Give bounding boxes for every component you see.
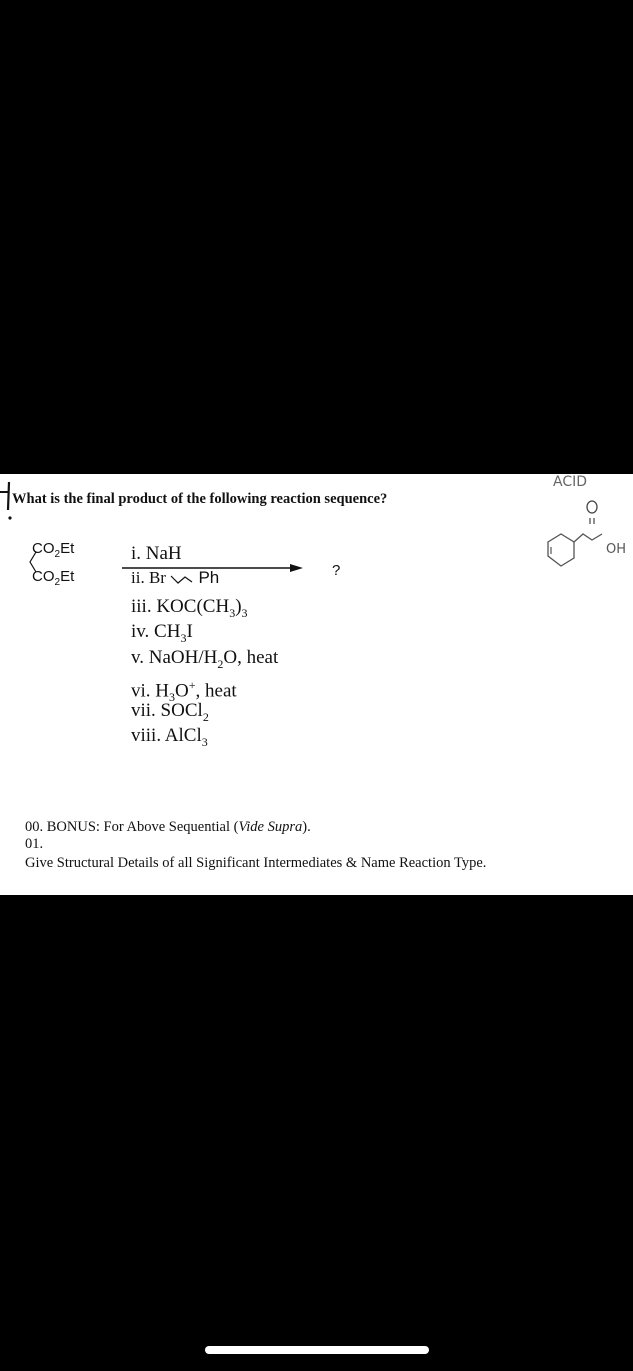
reagent-7: vii. SOCl$_2$: [131, 700, 209, 724]
bonus-line-2: 01.: [25, 836, 44, 852]
bonus-line-3: Give Structural Details of all Significant Intermediates & Name Reaction Type.: [25, 855, 487, 871]
home-indicator[interactable]: [205, 1346, 429, 1354]
bonus-line-1: 00. BONUS: For Above Sequential (Vide Supra).: [25, 819, 311, 835]
reagent-3: iii. $KOC(CH_3)_3$: [131, 596, 248, 620]
question-text: What is the final product of the following reaction sequence?: [12, 491, 388, 507]
handwritten-note: ACID: [553, 474, 588, 490]
reagent-5: v. NaOH/$H_2O$, heat: [131, 647, 279, 671]
reagent-6: vi. $H_3O^+$, heat: [131, 678, 237, 705]
reagent-2: ii. Br Ph: [131, 568, 220, 587]
handwritten-answer-sketch: [520, 474, 633, 584]
reagent-8: viii. AlCl$_3$: [131, 725, 208, 749]
reagent-1: i. NaH: [131, 543, 182, 564]
product-placeholder: ?: [332, 562, 341, 579]
propyl-chain-icon: [170, 573, 194, 585]
reactant-group-bottom: $CO_2Et$: [32, 568, 75, 588]
svg-text:OH: OH: [606, 542, 627, 557]
reactant-group-top: $CO_2Et$: [32, 540, 75, 560]
reagent-4: iv. $CH_3I$: [131, 621, 193, 645]
